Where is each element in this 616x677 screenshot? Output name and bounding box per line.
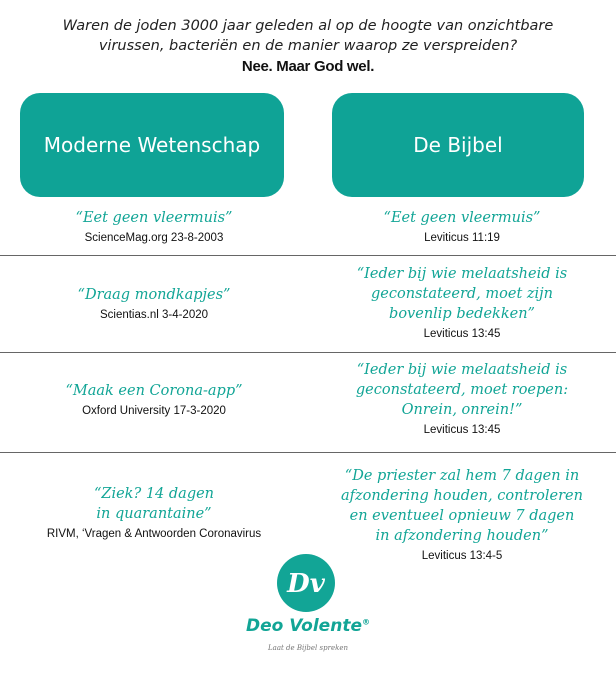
source: Oxford University 17-3-2020 — [82, 405, 226, 417]
quote-line: geconstateerd, moet zijn — [371, 286, 553, 302]
row-4-bible — [308, 466, 616, 564]
header-left-label: Moderne Wetenschap — [43, 133, 261, 157]
quote-line: geconstateerd, moet roepen: — [355, 382, 569, 398]
quote: “Eet geen vleermuis” — [75, 210, 233, 226]
header-right-label: De Bijbel — [413, 133, 503, 157]
quote-line: en eventueel opnieuw 7 dagen — [349, 508, 575, 524]
row-4-science — [0, 484, 308, 542]
row-divider — [0, 452, 616, 453]
quote-line: “Ieder bij wie melaatsheid is — [356, 362, 568, 378]
source: Scientias.nl 3-4-2020 — [99, 309, 209, 321]
quote-line: “Ziek? 14 dagen — [93, 486, 215, 502]
row-1-science — [0, 208, 308, 246]
row-2-science — [0, 285, 308, 323]
quote-line: afzondering houden, controleren — [341, 488, 583, 504]
source: Leviticus 11:19 — [424, 232, 500, 244]
quote: “Eet geen vleermuis” — [383, 210, 541, 226]
question-line-1: Waren de joden 3000 jaar geleden al op de hoogte van onzichtbare — [62, 18, 554, 34]
quote-line: Onrein, onrein!” — [401, 402, 523, 418]
answer-text: Nee. Maar God wel. — [241, 58, 375, 75]
row-2-bible — [308, 264, 616, 342]
header-modern-science — [20, 93, 284, 197]
row-3-science — [0, 381, 308, 419]
row-divider — [0, 352, 616, 353]
question-text — [0, 16, 616, 56]
brand-tagline: Laat de Bijbel spreken — [268, 644, 348, 652]
source: Leviticus 13:45 — [423, 424, 501, 436]
quote-line: in afzondering houden” — [375, 528, 549, 544]
quote: “Maak een Corona-app” — [65, 383, 243, 399]
quote: “Draag mondkapjes” — [77, 287, 231, 303]
quote-line: “Ieder bij wie melaatsheid is — [356, 266, 568, 282]
row-divider — [0, 255, 616, 256]
quote-line: in quarantaine” — [96, 506, 212, 522]
logo-monogram: Dv — [287, 569, 325, 599]
quote-line: bovenlip bedekken” — [389, 306, 535, 322]
row-1-bible — [308, 208, 616, 246]
source: Leviticus 13:45 — [423, 328, 501, 340]
source: ScienceMag.org 23-8-2003 — [84, 232, 224, 244]
deo-volente-logo — [277, 554, 335, 612]
header-bible — [332, 93, 584, 197]
row-3-bible — [308, 360, 616, 438]
source: Leviticus 13:4-5 — [421, 550, 503, 562]
brand-name — [0, 616, 616, 636]
quote-line: “De priester zal hem 7 dagen in — [344, 468, 580, 484]
brand-label: Deo Volente — [246, 616, 362, 636]
source: RIVM, ‘Vragen & Antwoorden Coronavirus — [46, 528, 262, 540]
question-line-2: virussen, bacteriën en de manier waarop ze verspreiden? — [98, 38, 518, 54]
registered-mark: ® — [361, 617, 370, 627]
